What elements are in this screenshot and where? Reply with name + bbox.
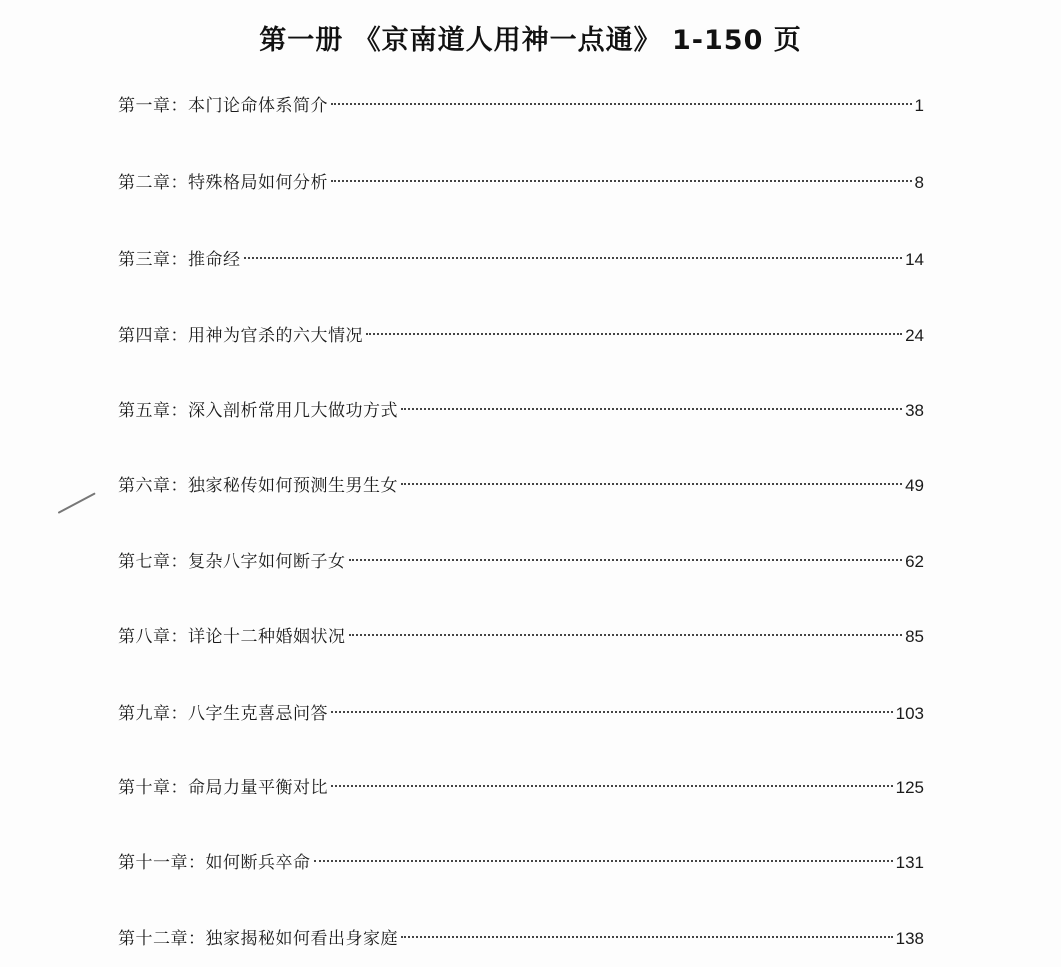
toc-dot-leader (331, 711, 893, 713)
toc-entry-label: 第十二章：独家揭秘如何看出身家庭 (118, 929, 398, 949)
toc-dot-leader (401, 408, 902, 410)
page-title: 第一册 《京南道人用神一点通》 1-150 页 (259, 25, 802, 56)
toc-dot-leader (366, 333, 902, 335)
toc-entry-label: 第二章：特殊格局如何分析 (118, 173, 328, 193)
toc-dot-leader (349, 634, 903, 636)
toc-entry-page: 103 (895, 704, 924, 723)
toc-entry-page: 1 (914, 96, 924, 115)
toc-dot-leader (331, 785, 893, 787)
toc-entry-page: 85 (905, 627, 924, 646)
toc-entry-label: 第九章：八字生克喜忌问答 (118, 704, 328, 724)
toc-entry-5[interactable] (118, 397, 924, 425)
toc-entry-page: 49 (905, 476, 924, 495)
toc-entry-3[interactable] (118, 246, 924, 274)
toc-entry-2[interactable] (118, 169, 924, 197)
toc-entry-9[interactable] (118, 700, 924, 728)
toc-dot-leader (401, 936, 893, 938)
toc-entry-label: 第五章：深入剖析常用几大做功方式 (118, 401, 398, 421)
toc-entry-page: 14 (905, 250, 924, 269)
toc-entry-7[interactable] (118, 548, 924, 576)
toc-entry-4[interactable] (118, 322, 924, 350)
toc-entry-page: 24 (905, 326, 924, 345)
toc-entry-1[interactable] (118, 92, 924, 120)
toc-entry-8[interactable] (118, 623, 924, 651)
toc-dot-leader (244, 257, 903, 259)
toc-entry-label: 第一章：本门论命体系简介 (118, 96, 328, 116)
toc-entry-label: 第十一章：如何断兵卒命 (118, 853, 311, 873)
toc-dot-leader (349, 559, 903, 561)
toc-entry-11[interactable] (118, 849, 924, 877)
toc-dot-leader (314, 860, 893, 862)
toc-dot-leader (401, 483, 902, 485)
toc-dot-leader (331, 103, 912, 105)
toc-entry-page: 62 (905, 552, 924, 571)
toc-entry-page: 138 (895, 929, 924, 948)
toc-entry-label: 第四章：用神为官杀的六大情况 (118, 326, 363, 346)
toc-entry-6[interactable] (118, 472, 924, 500)
toc-entry-label: 第七章：复杂八字如何断子女 (118, 552, 346, 572)
toc-entry-label: 第十章：命局力量平衡对比 (118, 778, 328, 798)
pen-stroke-mark (58, 492, 96, 513)
toc-dot-leader (331, 180, 912, 182)
toc-entry-page: 8 (914, 173, 924, 192)
toc-entry-page: 125 (895, 778, 924, 797)
toc-entry-label: 第八章：详论十二种婚姻状况 (118, 627, 346, 647)
toc-entry-page: 131 (895, 853, 924, 872)
toc-entry-10[interactable] (118, 774, 924, 802)
toc-entry-page: 38 (905, 401, 924, 420)
toc-entry-label: 第三章：推命经 (118, 250, 241, 270)
toc-entry-label: 第六章：独家秘传如何预测生男生女 (118, 476, 398, 496)
toc-entry-12[interactable] (118, 925, 924, 953)
